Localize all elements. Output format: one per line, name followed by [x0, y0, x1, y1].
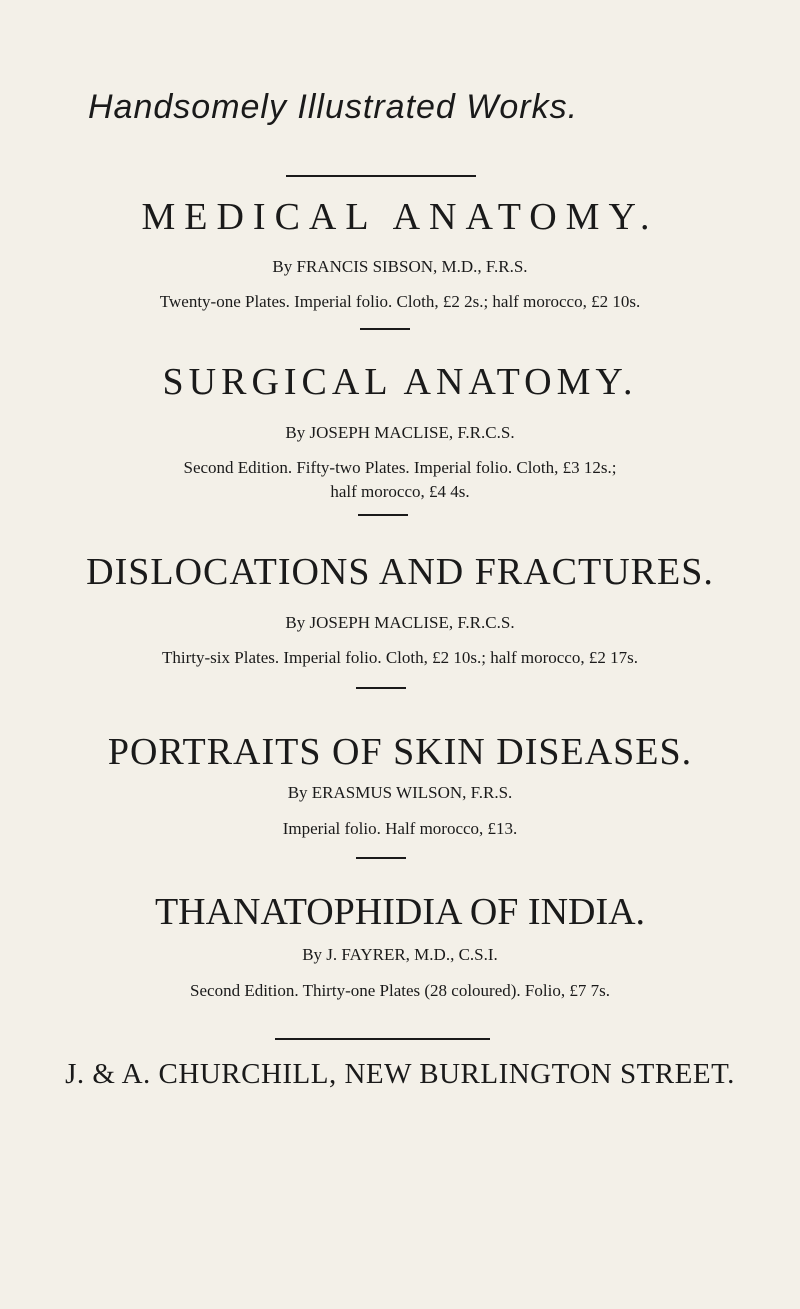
divider-rule	[356, 687, 406, 689]
divider-rule	[356, 857, 406, 859]
divider-rule	[358, 514, 408, 516]
entry-title-portraits-of-skin-diseases: PORTRAITS OF SKIN DISEASES.	[107, 731, 693, 773]
entry-author-surgical-anatomy: By JOSEPH MACLISE, F.R.C.S.	[285, 423, 515, 442]
entry-details-surgical-anatomy-line-2: half morocco, £4 4s.	[330, 482, 470, 501]
divider-rule	[360, 328, 410, 330]
entry-title-thanatophidia-of-india: THANATOPHIDIA OF INDIA.	[154, 891, 646, 933]
entry-author-thanatophidia-of-india: By J. FAYRER, M.D., C.S.I.	[302, 945, 498, 964]
entry-title-dislocations-and-fractures: DISLOCATIONS AND FRACTURES.	[86, 551, 714, 593]
entry-title-surgical-anatomy: SURGICAL ANATOMY.	[162, 361, 638, 403]
entry-details-portraits-of-skin-diseases: Imperial folio. Half morocco, £13.	[282, 819, 518, 838]
entry-details-thanatophidia-of-india: Second Edition. Thirty-one Plates (28 coloured). Folio, £7 7s.	[190, 981, 610, 1000]
header-rule	[286, 175, 476, 177]
entry-details-medical-anatomy: Twenty-one Plates. Imperial folio. Cloth, £2 2s.; half morocco, £2 10s.	[159, 292, 641, 311]
footer-rule	[275, 1038, 490, 1040]
entry-author-dislocations-and-fractures: By JOSEPH MACLISE, F.R.C.S.	[285, 613, 515, 632]
entry-details-surgical-anatomy-line-1: Second Edition. Fifty-two Plates. Imperial folio. Cloth, £3 12s.;	[183, 458, 617, 477]
entry-author-portraits-of-skin-diseases: By ERASMUS WILSON, F.R.S.	[287, 783, 513, 802]
page-header: Handsomely Illustrated Works.	[88, 88, 579, 126]
entry-author-medical-anatomy: By FRANCIS SIBSON, M.D., F.R.S.	[272, 257, 528, 276]
entry-details-dislocations-and-fractures: Thirty-six Plates. Imperial folio. Cloth, £2 10s.; half morocco, £2 17s.	[162, 648, 638, 667]
entry-title-medical-anatomy: MEDICAL ANATOMY.	[141, 196, 659, 238]
publisher-imprint: J. & A. CHURCHILL, NEW BURLINGTON STREET.	[65, 1058, 735, 1090]
